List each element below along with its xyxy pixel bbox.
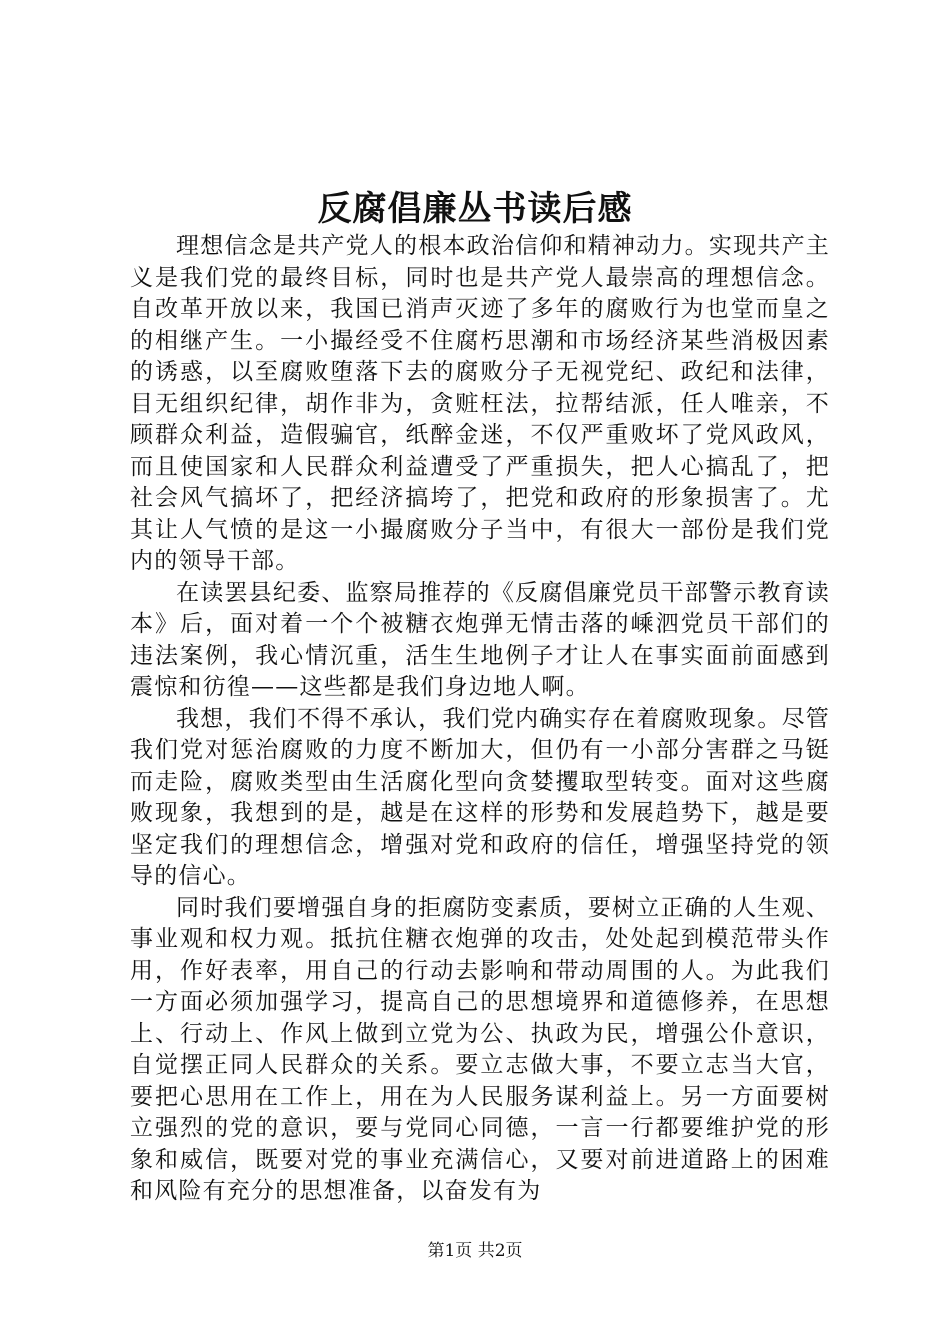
page-number-footer: 第1页 共2页 [427, 1241, 523, 1261]
document-title: 反腐倡廉丛书读后感 [317, 189, 633, 229]
paragraph-4: 同时我们要增强自身的拒腐防变素质，要树立正确的人生观、事业观和权力观。抵抗住糖衣炮弹的攻击，处处起到模范带头作用，作好表率，用自己的行动去影响和带动周围的人。为此我们一方面必须加强学习，提高自己的思想境界和道德修养，在思想上、行动上、作风上做到立党为公、执政为民，增强公仆意识，自觉摆正同人民群众的关系。要立志做大事，不要立志当大官，要把心思用在工作上，用在为人民服务谋利益上。另一方面要树立强烈的党的意识，要与党同心同德，一言一行都要维护党的形象和威信，既要对党的事业充满信心，又要对前进道路上的困难和风险有充分的思想准备，以奋发有为 [130, 894, 830, 1204]
paragraph-1: 理想信念是共产党人的根本政治信仰和精神动力。实现共产主义是我们党的最终目标，同时也是共产党人最崇高的理想信念。自改革开放以来，我国已消声灭迹了多年的腐败行为也堂而皇之的相继产生。一小撮经受不住腐朽思潮和市场经济某些消极因素的诱惑，以至腐败堕落下去的腐败分子无视党纪、政纪和法律，目无组织纪律，胡作非为，贪赃枉法，拉帮结派，任人唯亲，不顾群众利益，造假骗官，纸醉金迷，不仅严重败坏了党风政风，而且使国家和人民群众利益遭受了严重损失，把人心搞乱了，把社会风气搞坏了，把经济搞垮了，把党和政府的形象损害了。尤其让人气愤的是这一小撮腐败分子当中，有很大一部份是我们党内的领导干部。 [130, 233, 830, 574]
paragraph-3: 我想，我们不得不承认，我们党内确实存在着腐败现象。尽管我们党对惩治腐败的力度不断加大，但仍有一小部分害群之马铤而走险，腐败类型由生活腐化型向贪婪攫取型转变。面对这些腐败现象，我想到的是，越是在这样的形势和发展趋势下，越是要坚定我们的理想信念，增强对党和政府的信任，增强坚持党的领导的信心。 [130, 705, 830, 889]
document-body [130, 231, 830, 1208]
paragraph-2: 在读罢县纪委、监察局推荐的《反腐倡廉党员干部警示教育读本》后，面对着一个个被糖衣炮弹无情击落的嵊泗党员干部们的违法案例，我心情沉重，活生生地例子才让人在事实面前面感到震惊和彷徨——这些都是我们身边地人啊。 [130, 579, 830, 700]
